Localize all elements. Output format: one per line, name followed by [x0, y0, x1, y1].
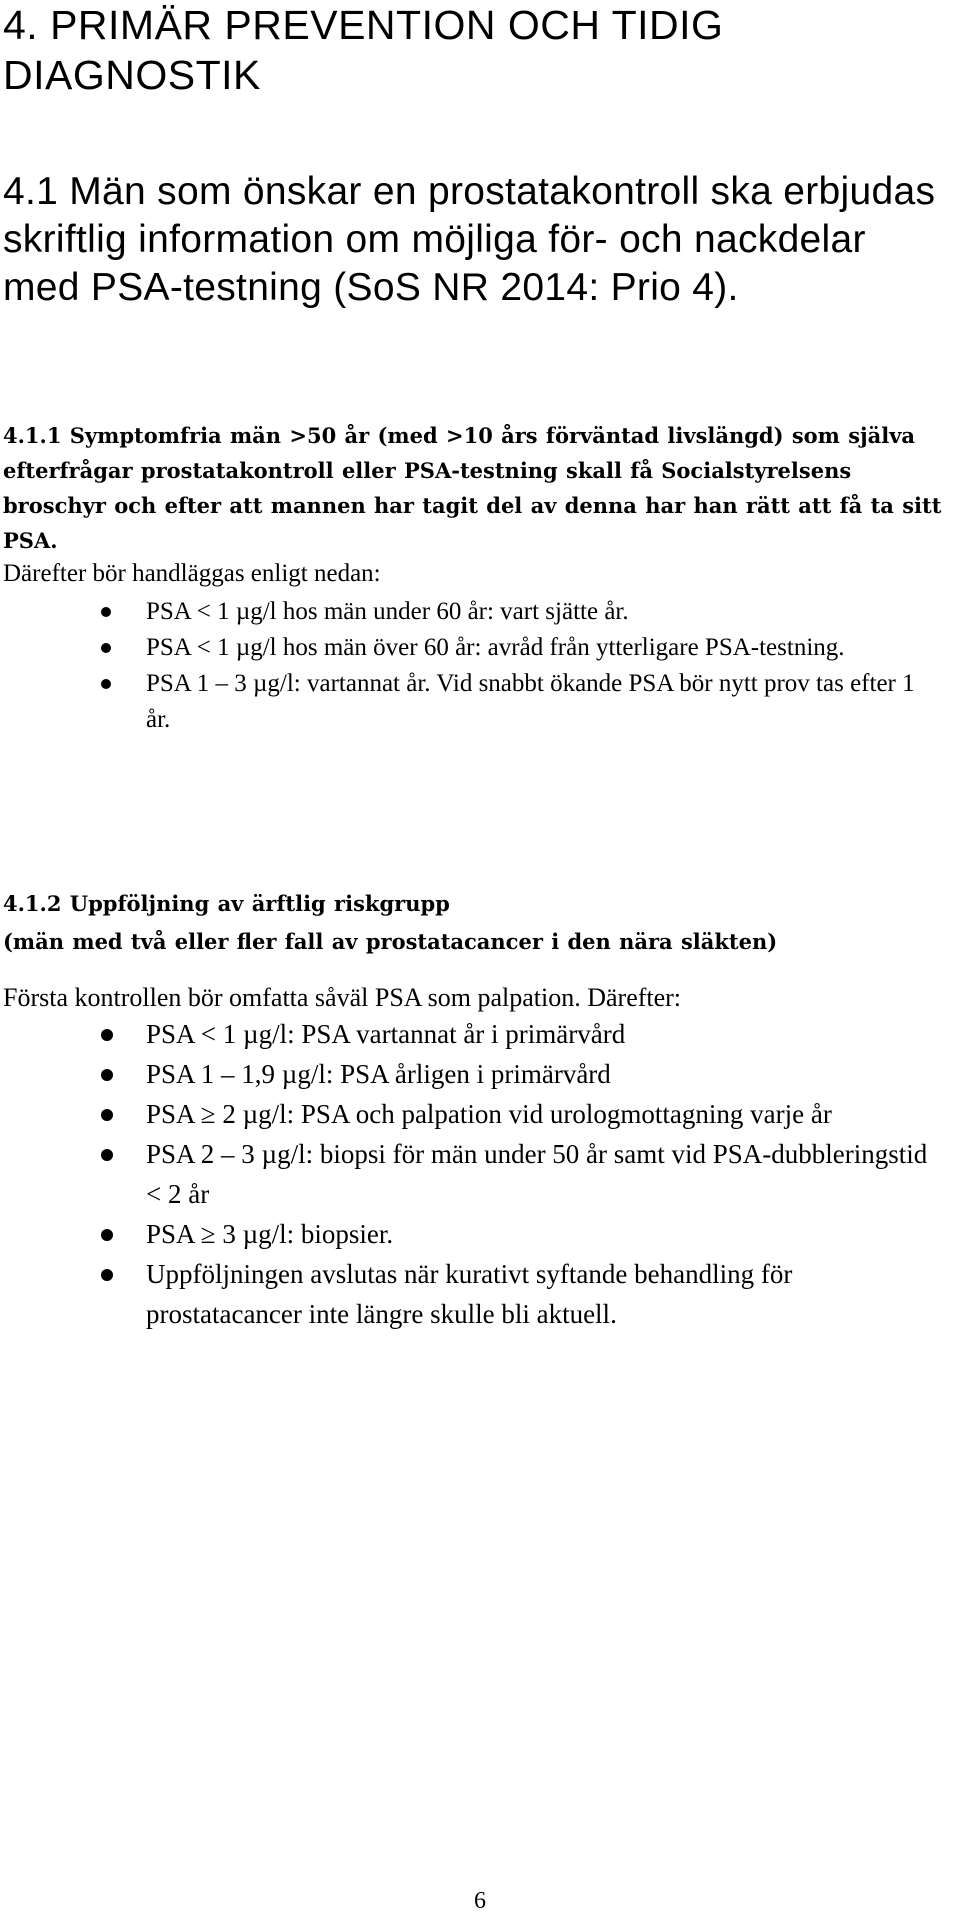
- list-item: PSA < 1 µg/l hos män under 60 år: vart sjätte år.: [0, 594, 926, 630]
- bullet-icon: [101, 1069, 113, 1081]
- list-item: PSA 1 – 1,9 µg/l: PSA årligen i primärvård: [0, 1054, 946, 1094]
- bullet-icon: [101, 643, 111, 653]
- list-item: PSA ≥ 3 µg/l: biopsier.: [0, 1214, 946, 1254]
- intro-4-1-2: Första kontrollen bör omfatta såväl PSA som palpation. Därefter:: [3, 983, 682, 1012]
- bullet-icon: [101, 1109, 113, 1121]
- heading-4-1-2: 4.1.2 Uppföljning av ärftlig riskgrupp: [3, 891, 450, 916]
- intro-4-1-1: Därefter bör handläggas enligt nedan:: [3, 560, 381, 587]
- bullet-icon: [101, 607, 111, 617]
- list-4-1-1: [0, 594, 960, 738]
- heading-4-1-1: 4.1.1 Symptomfria män >50 år (med >10 års förväntad livslängd) som själva efterfrågar prostatakontroll eller PSA-testning skall få Socialstyrelsens broschyr och efter att mannen har tagit del av denna har han rätt att få ta sitt PSA.: [3, 423, 942, 553]
- list-item: PSA ≥ 2 µg/l: PSA och palpation vid urologmottagning varje år: [0, 1094, 946, 1134]
- bullet-icon: [101, 679, 111, 689]
- page-number: 6: [474, 1888, 486, 1914]
- bullet-icon: [101, 1029, 113, 1041]
- list-item: PSA 1 – 3 µg/l: vartannat år. Vid snabbt ökande PSA bör nytt prov tas efter 1 år.: [0, 666, 926, 738]
- list-item: PSA < 1 µg/l: PSA vartannat år i primärvård: [0, 1014, 946, 1054]
- bullet-icon: [101, 1149, 113, 1161]
- list-item: Uppföljningen avslutas när kurativt syftande behandling för prostatacancer inte längre skulle bli aktuell.: [0, 1254, 946, 1334]
- bullet-icon: [101, 1269, 113, 1281]
- section-heading: 4. PRIMÄR PREVENTION OCH TIDIG DIAGNOSTIK: [3, 2, 724, 98]
- list-item: PSA < 1 µg/l hos män över 60 år: avråd från ytterligare PSA-testning.: [0, 630, 926, 666]
- list-4-1-2: [0, 1014, 960, 1334]
- list-item: PSA 2 – 3 µg/l: biopsi för män under 50 år samt vid PSA-dubbleringstid < 2 år: [0, 1134, 946, 1214]
- subsection-heading: 4.1 Män som önskar en prostatakontroll ska erbjudas skriftlig information om möjliga för- och nackdelar med PSA-testning (SoS NR 2014: Prio 4).: [3, 170, 936, 309]
- subheading-4-1-2: (män med två eller fler fall av prostatacancer i den nära släkten): [3, 929, 778, 954]
- bullet-icon: [101, 1229, 113, 1241]
